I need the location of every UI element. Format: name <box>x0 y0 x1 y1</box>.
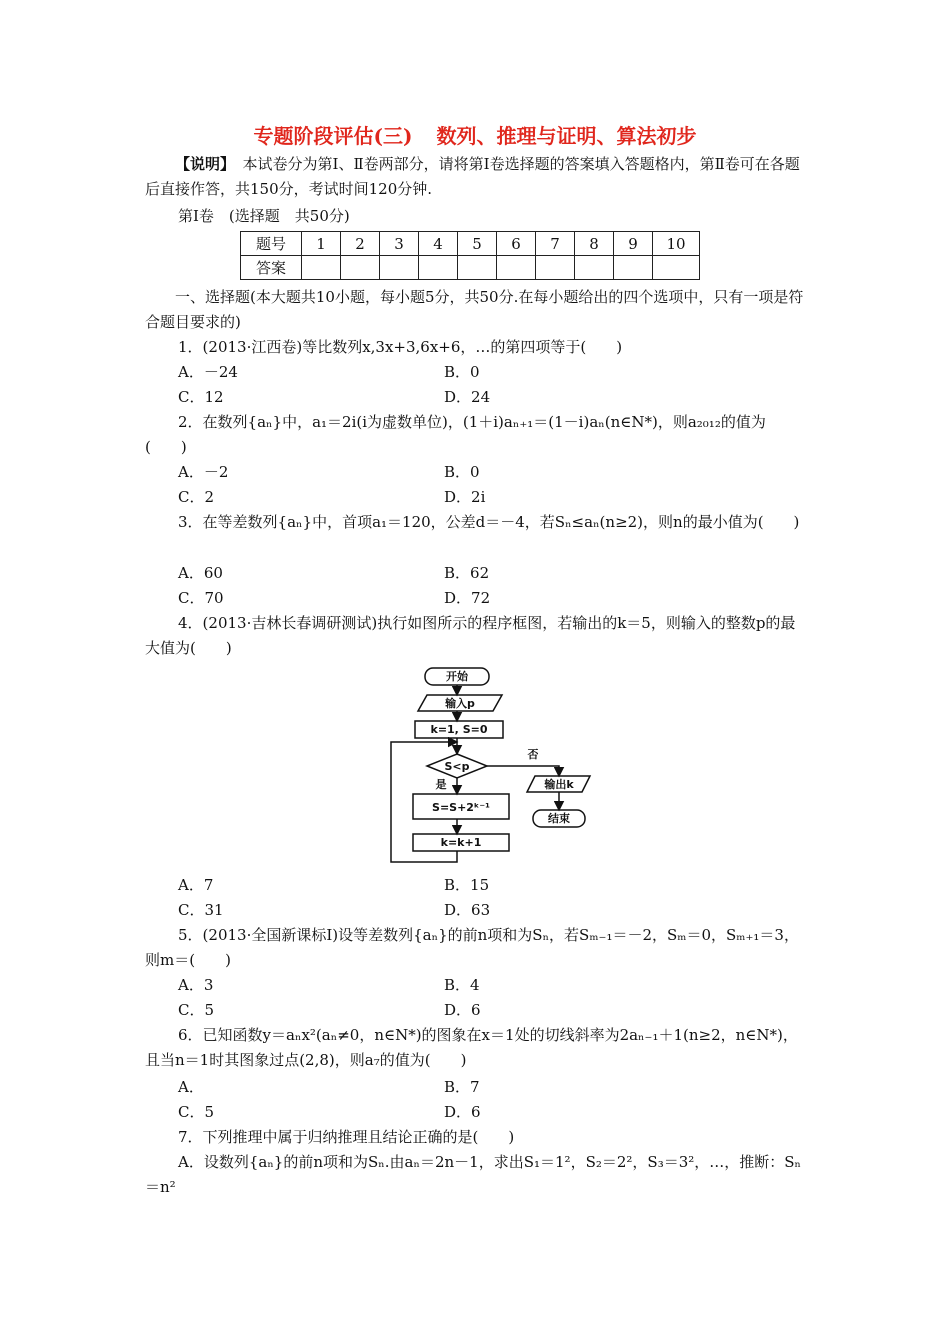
answer-table-number: 9 <box>614 232 653 256</box>
section-heading: 第Ⅰ卷 (选择题 共50分) <box>178 207 350 225</box>
flow-no-arrow <box>487 766 559 776</box>
title-part2: 数列、推理与证明、算法初步 <box>436 124 697 148</box>
answer-cell[interactable] <box>653 256 700 280</box>
question-2-option-d: D．2i <box>444 488 486 506</box>
question-1-option-b: B．0 <box>444 363 480 381</box>
answer-table-number: 3 <box>380 232 419 256</box>
question-3-option-b: B．62 <box>444 564 490 582</box>
answer-table-number: 7 <box>536 232 575 256</box>
flowchart-no-label: 否 <box>527 748 539 761</box>
intro-text: 本试卷分为第Ⅰ、Ⅱ卷两部分，请将第Ⅰ卷选择题的答案填入答题格内，第Ⅱ卷可在各题后直接作答，共150分，考试时间120分钟. <box>145 155 800 198</box>
answer-table-number: 4 <box>419 232 458 256</box>
question-3-option-a: A．60 <box>178 564 223 582</box>
question-1-stem: 1．(2013·江西卷)等比数列x,3x+3,6x+6，…的第四项等于( ) <box>178 338 623 356</box>
question-6-option-d: D．6 <box>444 1103 481 1121</box>
flowchart-start: 开始 <box>446 670 468 683</box>
answer-table-number: 2 <box>341 232 380 256</box>
question-2-option-a: A．－2 <box>178 463 229 481</box>
question-5-option-b: B．4 <box>444 976 480 994</box>
answer-cell[interactable] <box>302 256 341 280</box>
flowchart-end: 结束 <box>548 812 570 825</box>
answer-cell[interactable] <box>575 256 614 280</box>
title-part1: 专题阶段评估(三) <box>253 124 413 148</box>
question-6-option-c: C．5 <box>178 1103 215 1121</box>
question-3-option-d: D．72 <box>444 589 491 607</box>
question-2-stem: 2．在数列{aₙ}中，a₁＝2i(i为虚数单位)，(1＋i)aₙ₊₁＝(1－i)aₙ(n∈N*)，则a₂₀₁₂的值为( ) <box>145 413 766 456</box>
question-4-stem: 4．(2013·吉林长春调研测试)执行如图所示的程序框图，若输出的k＝5，则输入的整数p的最大值为( ) <box>145 614 796 657</box>
answer-cell[interactable] <box>536 256 575 280</box>
answer-table-answer-row <box>241 256 700 280</box>
intro-paragraph <box>145 152 807 202</box>
answer-table-row2-label: 答案 <box>241 256 302 280</box>
flowchart-input: 输入p <box>445 697 475 710</box>
question-6-option-a: A． <box>178 1078 204 1096</box>
question-5-option-d: D．6 <box>444 1001 481 1019</box>
question-7-stem: 7．下列推理中属于归纳推理且结论正确的是( ) <box>178 1128 515 1146</box>
question-1-option-d: D．24 <box>444 388 491 406</box>
intro-label: 【说明】 <box>175 155 228 173</box>
answer-table-number-row <box>241 232 700 256</box>
question-6-stem: 6．已知函数y＝aₙx²(aₙ≠0，n∈N*)的图象在x＝1处的切线斜率为2aₙ₋₁＋1(n≥2，n∈N*)，且当n＝1时其图象过点(2,8)，则a₇的值为( ) <box>145 1026 798 1069</box>
answer-table-number: 8 <box>575 232 614 256</box>
part1-heading: 一、选择题(本大题共10小题，每小题5分，共50分.在每小题给出的四个选项中，只有一项是符合题目要求的) <box>145 288 804 331</box>
question-3-option-c: C．70 <box>178 589 224 607</box>
flowchart-update-s: S=S+2ᵏ⁻¹ <box>432 801 490 814</box>
answer-cell[interactable] <box>458 256 497 280</box>
question-7-option-a: A．设数列{aₙ}的前n项和为Sₙ.由aₙ＝2n－1，求出S₁＝1²，S₂＝2²，S₃＝3²，…，推断：Sₙ＝n² <box>145 1153 802 1196</box>
answer-cell[interactable] <box>380 256 419 280</box>
question-3-stem: 3．在等差数列{aₙ}中，首项a₁＝120，公差d＝－4，若Sₙ≤aₙ(n≥2)，则n的最小值为( ) <box>178 513 800 531</box>
answer-cell[interactable] <box>419 256 458 280</box>
question-4-option-d: D．63 <box>444 901 491 919</box>
answer-cell[interactable] <box>497 256 536 280</box>
flowchart-yes-label: 是 <box>435 778 447 791</box>
question-2-option-b: B．0 <box>444 463 480 481</box>
question-1-option-a: A．－24 <box>178 363 238 381</box>
question-4-option-b: B．15 <box>444 876 490 894</box>
answer-table-number: 6 <box>497 232 536 256</box>
question-5-option-a: A．3 <box>178 976 214 994</box>
answer-table-number: 10 <box>653 232 700 256</box>
question-4-option-c: C．31 <box>178 901 224 919</box>
page-title <box>0 123 950 149</box>
question-1-option-c: C．12 <box>178 388 224 406</box>
program-flowchart <box>385 662 625 874</box>
flowchart-output: 输出k <box>544 778 574 791</box>
answer-table-number: 5 <box>458 232 497 256</box>
answer-cell[interactable] <box>614 256 653 280</box>
question-2-option-c: C．2 <box>178 488 215 506</box>
answer-table-number: 1 <box>302 232 341 256</box>
question-6-option-b: B．7 <box>444 1078 480 1096</box>
answer-table <box>240 231 700 280</box>
answer-table-row1-label: 题号 <box>241 232 302 256</box>
flowchart-update-k: k=k+1 <box>440 836 482 849</box>
flowchart-init: k=1, S=0 <box>430 723 488 736</box>
answer-cell[interactable] <box>341 256 380 280</box>
flowchart-condition: S<p <box>444 760 470 773</box>
question-4-option-a: A．7 <box>178 876 214 894</box>
question-5-stem: 5．(2013·全国新课标Ⅰ)设等差数列{aₙ}的前n项和为Sₙ，若Sₘ₋₁＝－2，Sₘ＝0，Sₘ₊₁＝3，则m＝( ) <box>145 926 799 969</box>
question-5-option-c: C．5 <box>178 1001 215 1019</box>
